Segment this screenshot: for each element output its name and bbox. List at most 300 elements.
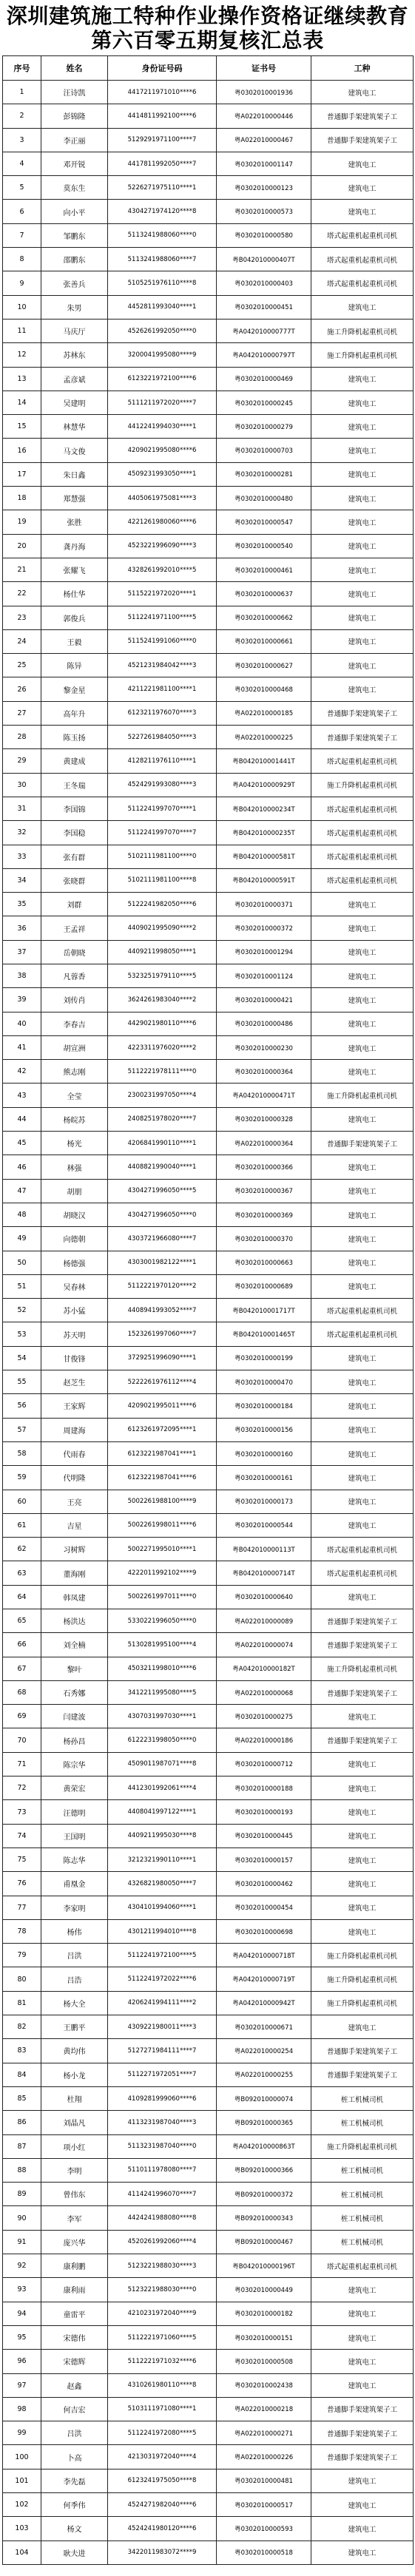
work-type: 建筑电工 (311, 893, 414, 916)
certificate-number: 粤A042010000797T (217, 343, 311, 367)
id-number: 6123221987041****6 (108, 1466, 217, 1490)
table-row (3, 821, 414, 845)
certificate-number: 粤B042010001441T (217, 749, 311, 773)
row-number: 6 (3, 200, 41, 223)
id-number: 5112241971100****5 (108, 606, 217, 629)
table-row (3, 1418, 414, 1441)
work-type: 建筑电工 (311, 1107, 414, 1131)
certificate-number: 粤B042010001465T (217, 1322, 311, 1346)
certificate-number: 粤0302010000480 (217, 487, 311, 510)
table-row (3, 2134, 414, 2158)
table-row (3, 1394, 414, 1418)
table-row (3, 2111, 414, 2134)
certificate-number: 粤B042010000591T (217, 868, 311, 892)
id-number: 5112241997070****1 (108, 797, 217, 820)
certificate-number: 粤B042010000235T (217, 821, 311, 845)
certificate-number: 粤0302010000461 (217, 558, 311, 581)
table-row (3, 964, 414, 987)
table-row (3, 845, 414, 868)
work-type: 塔式起重机起重机司机 (311, 1561, 414, 1585)
id-number: 4304271974120****8 (108, 200, 217, 223)
certificate-number: 粤0302010000160 (217, 1441, 311, 1465)
row-number: 31 (3, 797, 41, 820)
person-name: 胡朋 (41, 1179, 108, 1203)
id-number: 4412241994030****1 (108, 415, 217, 439)
row-number: 92 (3, 2254, 41, 2278)
table-row (3, 1657, 414, 1680)
table-row (3, 1060, 414, 1084)
work-type: 塔式起重机起重机司机 (311, 797, 414, 820)
person-name: 赵鑫 (41, 2373, 108, 2397)
work-type: 建筑电工 (311, 391, 414, 414)
row-number: 47 (3, 1179, 41, 1203)
certificate-number: 粤A022010000446 (217, 104, 311, 128)
row-number: 18 (3, 487, 41, 510)
row-number: 61 (3, 1513, 41, 1537)
table-row (3, 2421, 414, 2445)
id-number: 5002261988100****9 (108, 1490, 217, 1513)
row-number: 59 (3, 1466, 41, 1490)
row-number: 95 (3, 2325, 41, 2349)
row-number: 103 (3, 2517, 41, 2540)
work-type: 普通脚手架建筑架子工 (311, 1728, 414, 1752)
person-name: 代明隆 (41, 1466, 108, 1490)
work-type: 建筑电工 (311, 200, 414, 223)
person-name: 胡晓汉 (41, 1203, 108, 1226)
table-row (3, 749, 414, 773)
person-name: 邵鹏东 (41, 248, 108, 271)
header-name: 姓名 (41, 56, 108, 81)
certificate-number: 粤0302010000451 (217, 295, 311, 319)
work-type: 建筑电工 (311, 677, 414, 701)
table-row (3, 391, 414, 414)
person-name: 苏小猛 (41, 1299, 108, 1322)
certificate-number: 粤0302010000445 (217, 1824, 311, 1848)
table-row (3, 534, 414, 558)
certificate-number: 粤0302010000157 (217, 1848, 311, 1871)
work-type: 施工升降机起重机司机 (311, 1967, 414, 1991)
person-name: 张有群 (41, 845, 108, 868)
person-name: 郭俊兵 (41, 606, 108, 629)
person-name: 杨大全 (41, 1991, 108, 2015)
person-name: 黎金星 (41, 677, 108, 701)
row-number: 71 (3, 1752, 41, 1776)
table-row (3, 1251, 414, 1274)
header-row (3, 56, 414, 81)
row-number: 3 (3, 128, 41, 152)
certificate-number: 粤A022010000364 (217, 1132, 311, 1155)
table-row (3, 2183, 414, 2206)
work-type: 建筑电工 (311, 654, 414, 677)
certificate-number: 粤0302010000573 (217, 200, 311, 223)
person-name: 黄荣宏 (41, 1777, 108, 1800)
table-row (3, 1466, 414, 1490)
person-name: 张耀飞 (41, 558, 108, 581)
person-name: 杨小龙 (41, 2063, 108, 2086)
table-row (3, 1991, 414, 2015)
table-row (3, 1633, 414, 1657)
id-number: 4408041997122****1 (108, 1800, 217, 1824)
id-number: 4113231987040****3 (108, 2111, 217, 2134)
certificate-number: 粤0302010000279 (217, 415, 311, 439)
id-number: 4109281999060****6 (108, 2086, 217, 2110)
certificate-number: 粤A042010000929T (217, 773, 311, 797)
person-name: 韩凤建 (41, 1585, 108, 1609)
certificate-number: 粤0302010000182 (217, 2302, 311, 2325)
row-number: 93 (3, 2278, 41, 2302)
row-number: 40 (3, 1012, 41, 1035)
certificate-number: 粤0302010000370 (217, 1227, 311, 1251)
work-type: 桩工机械司机 (311, 2111, 414, 2134)
id-number: 5115221972020****1 (108, 582, 217, 606)
work-type: 建筑电工 (311, 176, 414, 200)
table-row (3, 1777, 414, 1800)
table-row (3, 1322, 414, 1346)
row-number: 32 (3, 821, 41, 845)
person-name: 朱日鑫 (41, 462, 108, 486)
row-number: 63 (3, 1561, 41, 1585)
id-number: 3624261983040****2 (108, 988, 217, 1012)
id-number: 4301211994010****8 (108, 1919, 217, 1943)
row-number: 98 (3, 2397, 41, 2421)
certificate-number: 粤A042010000719T (217, 1967, 311, 1991)
row-number: 97 (3, 2373, 41, 2397)
work-type: 建筑电工 (311, 1919, 414, 1943)
person-name: 邹鹏东 (41, 223, 108, 247)
table-row (3, 487, 414, 510)
row-number: 12 (3, 343, 41, 367)
id-number: 5122241982050****6 (108, 893, 217, 916)
person-name: 石秀娜 (41, 1680, 108, 1704)
certificate-number: 粤0302010000123 (217, 176, 311, 200)
row-number: 51 (3, 1274, 41, 1298)
person-name: 杨伟 (41, 1919, 108, 1943)
row-number: 57 (3, 1418, 41, 1441)
certificate-number: 粤0302010000637 (217, 582, 311, 606)
person-name: 王鹏平 (41, 2015, 108, 2039)
work-type: 施工升降机起重机司机 (311, 1084, 414, 1107)
row-number: 14 (3, 391, 41, 414)
row-number: 41 (3, 1035, 41, 1059)
work-type: 普通脚手架建筑架子工 (311, 2039, 414, 2063)
person-name: 刘传肖 (41, 988, 108, 1012)
table-row (3, 271, 414, 295)
certificate-number: 粤0302010000508 (217, 2350, 311, 2373)
table-row (3, 1346, 414, 1370)
table-row (3, 1919, 414, 1943)
id-number: 4524271982040****6 (108, 2492, 217, 2516)
row-number: 19 (3, 510, 41, 534)
work-type: 建筑电工 (311, 1800, 414, 1824)
id-number: 5002271995010****1 (108, 1538, 217, 1561)
person-name: 胡宣洲 (41, 1035, 108, 1059)
work-type: 建筑电工 (311, 1274, 414, 1298)
certificate-number: 粤0302010000481 (217, 2469, 311, 2492)
row-number: 27 (3, 701, 41, 725)
certificate-number: 粤A022010000254 (217, 2039, 311, 2063)
table-row (3, 2492, 414, 2516)
id-number: 4304271996050****5 (108, 1179, 217, 1203)
work-type: 塔式起重机起重机司机 (311, 821, 414, 845)
certificate-number: 粤0302010001147 (217, 152, 311, 175)
row-number: 82 (3, 2015, 41, 2039)
certificate-number: 粤A042010000471T (217, 1084, 311, 1107)
table-row (3, 1155, 414, 1179)
id-number: 5123221988030****3 (108, 2254, 217, 2278)
row-number: 53 (3, 1322, 41, 1346)
id-number: 5127271984111****7 (108, 2039, 217, 2063)
table-row (3, 726, 414, 749)
certificate-number: 粤0302010000230 (217, 1035, 311, 1059)
row-number: 5 (3, 176, 41, 200)
certificate-number: 粤0302010001936 (217, 81, 311, 104)
id-number: 5123221988030****0 (108, 2278, 217, 2302)
work-type: 普通脚手架建筑架子工 (311, 104, 414, 128)
person-name: 吉星 (41, 1513, 108, 1537)
row-number: 25 (3, 654, 41, 677)
person-name: 林慧华 (41, 415, 108, 439)
table-row (3, 2039, 414, 2063)
table-row (3, 2158, 414, 2182)
row-number: 77 (3, 1896, 41, 1919)
certificate-number: 粤B092010000365 (217, 2111, 311, 2134)
table-row (3, 701, 414, 725)
person-name: 杨文 (41, 2517, 108, 2540)
certificate-number: 粤0302010000275 (217, 1705, 311, 1728)
id-number: 6123221987041****1 (108, 1441, 217, 1465)
certificate-number: 粤0302010000640 (217, 1585, 311, 1609)
work-type: 普通脚手架建筑架子工 (311, 2445, 414, 2469)
person-name: 莫东生 (41, 176, 108, 200)
work-type: 施工升降机起重机司机 (311, 1944, 414, 1967)
row-number: 64 (3, 1585, 41, 1609)
work-type: 施工升降机起重机司机 (311, 343, 414, 367)
row-number: 58 (3, 1441, 41, 1465)
id-number: 4521231984042****3 (108, 654, 217, 677)
table-row (3, 1538, 414, 1561)
person-name: 岳朝晓 (41, 940, 108, 964)
id-number: 4309221980011****3 (108, 2015, 217, 2039)
row-number: 67 (3, 1657, 41, 1680)
person-name: 宋德辉 (41, 2350, 108, 2373)
table-row (3, 1203, 414, 1226)
work-type: 建筑电工 (311, 2350, 414, 2373)
table-row (3, 1012, 414, 1035)
work-type: 建筑电工 (311, 1824, 414, 1848)
person-name: 耿夫进 (41, 2540, 108, 2564)
table-row (3, 582, 414, 606)
work-type: 建筑电工 (311, 2469, 414, 2492)
id-number: 4408941993052****7 (108, 1299, 217, 1322)
table-row (3, 1585, 414, 1609)
id-number: 5112271972051****7 (108, 2063, 217, 2086)
work-type: 建筑电工 (311, 439, 414, 462)
row-number: 28 (3, 726, 41, 749)
certificate-number: 粤A022010000271 (217, 2421, 311, 2445)
person-name: 杨洪达 (41, 1609, 108, 1633)
work-type: 建筑电工 (311, 1227, 414, 1251)
person-name: 李正丽 (41, 128, 108, 152)
person-name: 李国锦 (41, 797, 108, 820)
work-type: 塔式起重机起重机司机 (311, 749, 414, 773)
certificate-number: 粤0302010000470 (217, 1370, 311, 1394)
id-number: 4303001982122****1 (108, 1251, 217, 1274)
id-number: 4304101994060****1 (108, 1896, 217, 1919)
table-row (3, 988, 414, 1012)
row-number: 85 (3, 2086, 41, 2110)
work-type: 建筑电工 (311, 415, 414, 439)
id-number: 5111211972020****7 (108, 391, 217, 414)
row-number: 84 (3, 2063, 41, 2086)
certificate-number: 粤B042010000234T (217, 797, 311, 820)
table-row (3, 1084, 414, 1107)
work-type: 建筑电工 (311, 1060, 414, 1084)
certificate-number: 粤0302010000540 (217, 534, 311, 558)
id-number: 5102111981100****0 (108, 845, 217, 868)
id-number: 4452811993040****1 (108, 295, 217, 319)
person-name: 陈志华 (41, 1848, 108, 1871)
row-number: 86 (3, 2111, 41, 2134)
certificate-number: 粤B092010000467 (217, 2230, 311, 2254)
id-number: 4412301992061****4 (108, 1777, 217, 1800)
row-number: 43 (3, 1084, 41, 1107)
id-number: 3200041995080****9 (108, 343, 217, 367)
row-number: 34 (3, 868, 41, 892)
person-name: 林强 (41, 1155, 108, 1179)
table-row (3, 1944, 414, 1967)
table-row (3, 1299, 414, 1322)
id-number: 4417211971010****6 (108, 81, 217, 104)
table-row (3, 1728, 414, 1752)
row-number: 87 (3, 2134, 41, 2158)
certificate-number: 粤B042010000714T (217, 1561, 311, 1585)
work-type: 建筑电工 (311, 1777, 414, 1800)
certificate-number: 粤0302010000698 (217, 1919, 311, 1943)
work-type: 建筑电工 (311, 487, 414, 510)
id-number: 6123261972095****1 (108, 1418, 217, 1441)
person-name: 周建海 (41, 1418, 108, 1441)
person-name: 李国稳 (41, 821, 108, 845)
table-row (3, 2540, 414, 2564)
certificate-number: 粤0302010000403 (217, 271, 311, 295)
id-number: 5113231987040****0 (108, 2134, 217, 2158)
id-number: 4211221981100****1 (108, 677, 217, 701)
person-name: 吴建明 (41, 391, 108, 414)
row-number: 35 (3, 893, 41, 916)
row-number: 8 (3, 248, 41, 271)
table-row (3, 1561, 414, 1585)
certificate-number: 粤0302010000518 (217, 2540, 311, 2564)
table-row (3, 1490, 414, 1513)
id-number: 4503211998010****6 (108, 1657, 217, 1680)
certificate-number: 粤0302010000486 (217, 1012, 311, 1035)
id-number: 4307031997030****1 (108, 1705, 217, 1728)
work-type: 建筑电工 (311, 1394, 414, 1418)
certificate-number: 粤0302010002438 (217, 2373, 311, 2397)
table-row (3, 104, 414, 128)
person-name: 凡蓉香 (41, 964, 108, 987)
certificate-number: 粤0302010000663 (217, 1251, 311, 1274)
id-number: 4520261992060****4 (108, 2230, 217, 2254)
person-name: 向德朝 (41, 1227, 108, 1251)
row-number: 1 (3, 81, 41, 104)
person-name: 王家辉 (41, 1394, 108, 1418)
row-number: 16 (3, 439, 41, 462)
table-row (3, 248, 414, 271)
table-row (3, 1680, 414, 1704)
table-row (3, 319, 414, 342)
person-name: 杨孙昌 (41, 1728, 108, 1752)
id-number: 5112241997070****7 (108, 821, 217, 845)
person-name: 卜高 (41, 2445, 108, 2469)
table-row (3, 1705, 414, 1728)
table-row (3, 1609, 414, 1633)
table-row (3, 1179, 414, 1203)
table-row (3, 773, 414, 797)
table-row (3, 415, 414, 439)
work-type: 建筑电工 (311, 1490, 414, 1513)
work-type: 建筑电工 (311, 2015, 414, 2039)
table-row (3, 152, 414, 175)
id-number: 1523261997060****7 (108, 1322, 217, 1346)
row-number: 29 (3, 749, 41, 773)
person-name: 黎叶 (41, 1657, 108, 1680)
person-name: 王孟祥 (41, 916, 108, 940)
work-type: 建筑电工 (311, 2373, 414, 2397)
work-type: 建筑电工 (311, 510, 414, 534)
person-name: 陈玉扬 (41, 726, 108, 749)
work-type: 建筑电工 (311, 582, 414, 606)
person-name: 苏林东 (41, 343, 108, 367)
work-type: 塔式起重机起重机司机 (311, 223, 414, 247)
table-row (3, 2445, 414, 2469)
table-row (3, 1872, 414, 1896)
person-name: 杨德强 (41, 1251, 108, 1274)
certificate-number: 粤0302010000454 (217, 1896, 311, 1919)
row-number: 10 (3, 295, 41, 319)
id-number: 5102111981100****8 (108, 868, 217, 892)
id-number: 4509231993050****1 (108, 462, 217, 486)
row-number: 101 (3, 2469, 41, 2492)
table-row (3, 1800, 414, 1824)
row-number: 50 (3, 1251, 41, 1274)
row-number: 65 (3, 1609, 41, 1633)
work-type: 建筑电工 (311, 2278, 414, 2302)
row-number: 60 (3, 1490, 41, 1513)
certificate-number: 粤B092010000366 (217, 2158, 311, 2182)
table-row (3, 367, 414, 391)
table-row (3, 81, 414, 104)
title-line-2: 第六百零五期复核汇总表 (91, 28, 324, 53)
certificate-number: 粤0302010000366 (217, 1155, 311, 1179)
work-type: 建筑电工 (311, 1585, 414, 1609)
id-number: 3212321990110****1 (108, 1848, 217, 1871)
row-number: 68 (3, 1680, 41, 1704)
work-type: 建筑电工 (311, 1370, 414, 1394)
table-row (3, 2469, 414, 2492)
person-name: 何吉宏 (41, 2397, 108, 2421)
work-type: 桩工机械司机 (311, 2206, 414, 2230)
table-row (3, 439, 414, 462)
work-type: 塔式起重机起重机司机 (311, 868, 414, 892)
id-number: 4526261992050****0 (108, 319, 217, 342)
id-number: 5227261984050****3 (108, 726, 217, 749)
certificate-number: 粤A042010000863T (217, 2134, 311, 2158)
person-name: 杜翔 (41, 2086, 108, 2110)
table-row (3, 2278, 414, 2302)
certificate-number: 粤0302010000328 (217, 1107, 311, 1131)
row-number: 7 (3, 223, 41, 247)
